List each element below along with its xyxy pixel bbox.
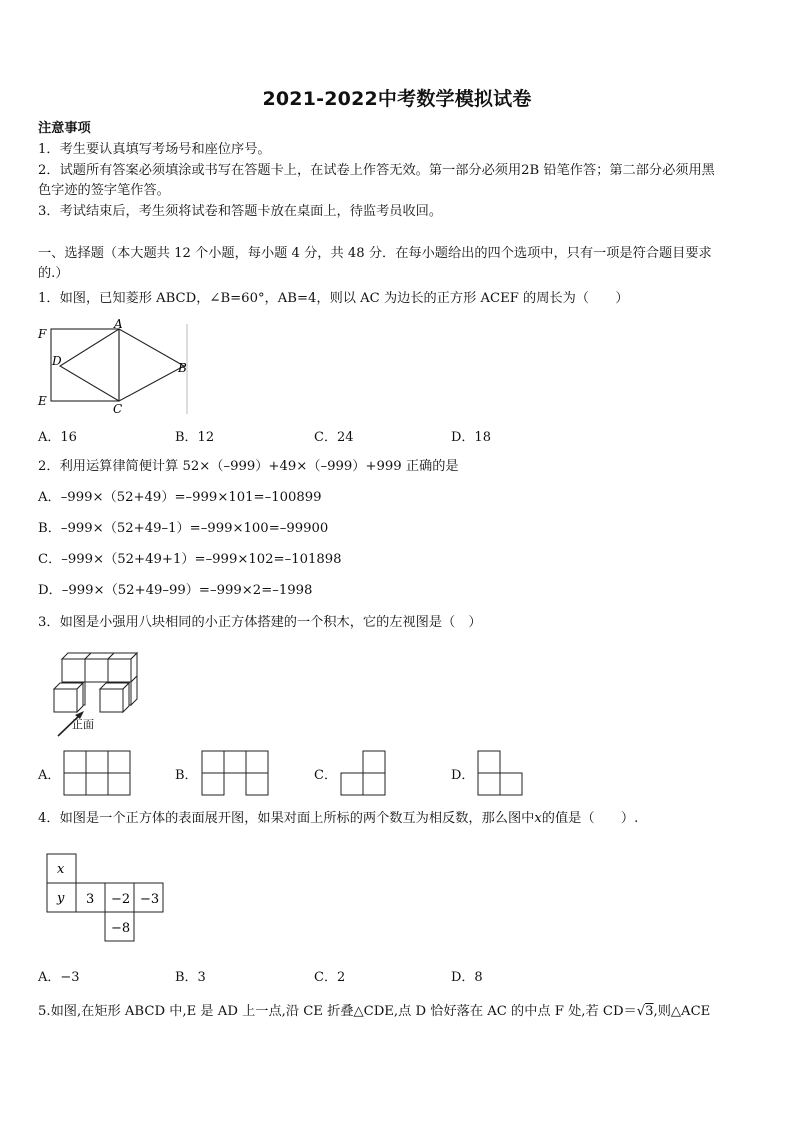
- point-label-E: E: [38, 394, 47, 408]
- net-cell-neg2: −2: [111, 892, 131, 907]
- section-heading-cont: 的.）: [38, 266, 69, 281]
- point-label-A: A: [114, 317, 123, 331]
- q1-option-d: D．18: [451, 430, 491, 445]
- notice-item-1: 1．考生要认真填写考场号和座位序号。: [38, 142, 271, 157]
- q5-sqrt-value: 3: [645, 1004, 654, 1019]
- q3-option-c-label: C．: [314, 768, 337, 783]
- q5-stem-before: 5.如图,在矩形 ABCD 中,E 是 AD 上一点,沿 CE 折叠△CDE,点 D 恰好落在 AC 的中点 F 处,若 CD＝: [38, 1004, 637, 1019]
- q4-option-a: A．−3: [38, 970, 80, 985]
- q1-option-c: C．24: [314, 430, 354, 445]
- page-title: 2021-2022中考数学模拟试卷: [262, 88, 532, 110]
- point-label-B: B: [178, 361, 187, 375]
- front-label: 正面: [72, 718, 94, 731]
- question-1-stem: 1．如图，已知菱形 ABCD，∠B=60°，AB=4，则以 AC 为边长的正方形 ACEF 的周长为（ ）: [38, 291, 629, 306]
- net-cell-3: 3: [86, 892, 95, 907]
- net-cell-y: y: [57, 891, 65, 906]
- question-3-stem: 3．如图是小强用八块相同的小正方体搭建的一个积木，它的左视图是（ ）: [38, 615, 482, 630]
- notice-item-2-cont: 色字迹的签字笔作答。: [38, 183, 170, 198]
- q3-option-c-view: [340, 750, 388, 796]
- q2-option-c: C．–999×（52+49+1）=–999×102=–101898: [38, 552, 342, 567]
- question-2-stem: 2．利用运算律简便计算 52×（–999）+49×（–999）+999 正确的是: [38, 459, 459, 474]
- net-cell-neg3: −3: [140, 892, 160, 907]
- cube-net-figure: [46, 853, 168, 943]
- cube-blocks-figure: [44, 645, 144, 740]
- q4-stem-variable: x: [534, 811, 542, 826]
- q3-option-d-label: D．: [451, 768, 475, 783]
- q3-option-a-view: [63, 750, 133, 796]
- net-cell-x: x: [57, 862, 65, 877]
- question-5-stem: [38, 1002, 710, 1022]
- q1-option-b: B．12: [175, 430, 215, 445]
- q4-option-c: C．2: [314, 970, 346, 985]
- point-label-C: C: [113, 402, 123, 416]
- q4-stem-after: 的值是（ ）.: [541, 811, 639, 826]
- q3-option-b-label: B．: [175, 768, 198, 783]
- q3-option-a-label: A．: [38, 768, 61, 783]
- q5-sqrt-symbol: √: [636, 1004, 646, 1019]
- q2-option-d: D．–999×（52+49–99）=–999×2=–1998: [38, 583, 313, 598]
- q1-option-a: A．16: [38, 430, 77, 445]
- question-4-stem: [38, 809, 638, 829]
- section-heading: 一、选择题（本大题共 12 个小题，每小题 4 分，共 48 分．在每小题给出的四个选项中，只有一项是符合题目要求: [38, 246, 712, 261]
- q2-option-a: A．–999×（52+49）=–999×101=–100899: [38, 490, 322, 505]
- q3-option-b-view: [201, 750, 271, 796]
- q4-option-b: B．3: [175, 970, 206, 985]
- point-label-D: D: [52, 354, 62, 368]
- q4-stem-before: 4．如图是一个正方体的表面展开图，如果对面上所标的两个数互为相反数，那么图中: [38, 811, 535, 826]
- q4-option-d: D．8: [451, 970, 483, 985]
- q3-option-d-view: [477, 750, 525, 796]
- notice-heading: 注意事项: [38, 121, 91, 136]
- notice-item-3: 3．考试结束后，考生须将试卷和答题卡放在桌面上，待监考员收回。: [38, 204, 443, 219]
- notice-item-2: 2．试题所有答案必须填涂或书写在答题卡上，在试卷上作答无效。第一部分必须用2B 铅笔作答；第二部分必须用黑: [38, 163, 715, 178]
- q5-stem-after: ,则△ACE: [653, 1004, 711, 1019]
- point-label-F: F: [38, 327, 47, 341]
- rhombus-square-figure: [34, 316, 194, 416]
- net-cell-neg8: −8: [111, 921, 131, 936]
- q2-option-b: B．–999×（52+49–1）=–999×100=–99900: [38, 521, 329, 536]
